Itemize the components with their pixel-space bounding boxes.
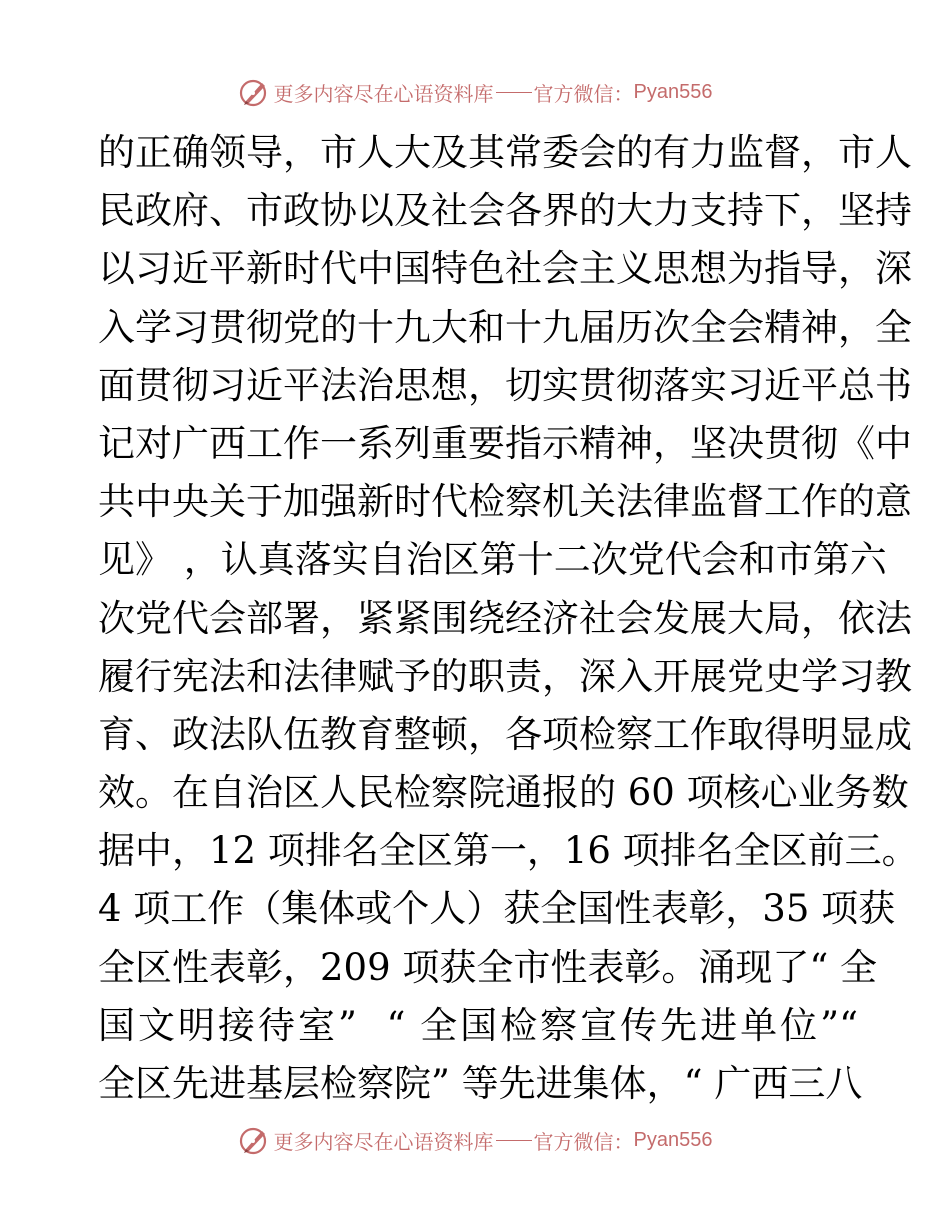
text-line: 据中，12 项排名全区第一，16 项排名全区前三。	[98, 829, 919, 873]
header-wechat-label: 官方微信：	[533, 81, 634, 106]
text-line: 共中央关于加强新时代检察机关法律监督工作的意	[98, 480, 912, 524]
text-line: 以习近平新时代中国特色社会主义思想为指导，深	[98, 247, 912, 291]
text-line: 效。在自治区人民检察院通报的 60 项核心业务数	[98, 771, 909, 815]
pen-logo-icon	[238, 76, 270, 108]
text-line: 民政府、市政协以及社会各界的大力支持下，坚持	[98, 189, 912, 233]
footer-watermark-dash	[496, 1140, 532, 1141]
footer-watermark-text: 更多内容尽在心语资料库	[273, 1129, 494, 1154]
header-watermark	[0, 72, 950, 112]
footer-wechat-id: Pyan556	[633, 1128, 713, 1151]
header-watermark-dash	[496, 92, 532, 93]
text-line: 育、政法队伍教育整顿，各项检察工作取得明显成	[98, 712, 912, 756]
header-watermark-text: 更多内容尽在心语资料库	[273, 81, 494, 106]
body-text	[98, 124, 919, 1113]
text-line: 履行宪法和法律赋予的职责，深入开展党史学习教	[98, 654, 912, 698]
header-wechat-id: Pyan556	[633, 80, 713, 103]
text-line: 的正确领导，市人大及其常委会的有力监督，市人	[98, 131, 912, 174]
footer-wechat-label: 官方微信：	[533, 1129, 634, 1154]
text-line: 全区性表彰，209 项获全市性表彰。涌现了“ 全	[98, 945, 878, 989]
footer-watermark	[0, 1120, 950, 1160]
pen-logo-icon	[238, 1124, 270, 1156]
text-line: 国文明接待室” “ 全国检察宣传先进单位”“	[98, 1003, 858, 1047]
text-line: 次党代会部署，紧紧围绕经济社会发展大局，依法	[98, 596, 912, 640]
text-line: 4 项工作（集体或个人）获全国性表彰，35 项获	[98, 887, 896, 931]
text-line: 面贯彻习近平法治思想，切实贯彻落实习近平总书	[98, 363, 912, 407]
text-line: 记对广西工作一系列重要指示精神，坚决贯彻《中	[98, 421, 912, 465]
text-line: 入学习贯彻党的十九大和十九届历次全会精神，全	[98, 305, 912, 349]
text-line: 全区先进基层检察院” 等先进集体，“ 广西三八	[98, 1062, 863, 1105]
text-line: 见》 ，认真落实自治区第十二次党代会和市第六	[98, 538, 887, 582]
